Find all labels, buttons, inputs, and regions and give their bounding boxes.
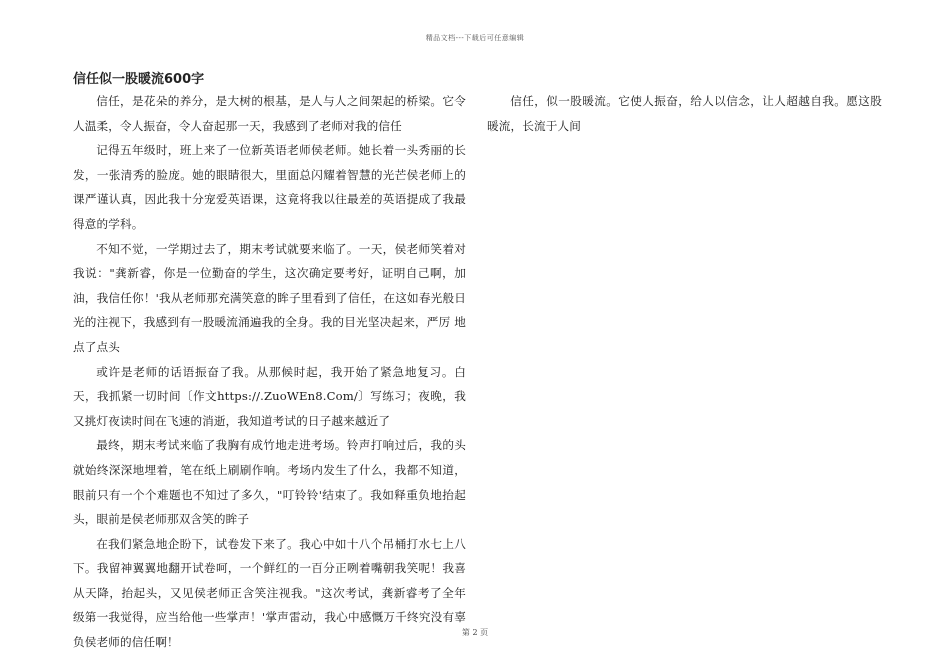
paragraph: 在我们紧急地企盼下，试卷发下来了。我心中如十八个吊桶打水七上八下。我留神翼翼地翻开试卷呵，一个鲜红的一百分正咧着嘴朝我笑呢！我喜从天降，抬起头，又见侯老师正含笑注视我。"这次考试，龚新睿考了全年级第一我觉得，应当给他一些掌声！'掌声雷动，我心中感慨万千终究没有辜负侯老师的信任啊！ xyxy=(73,536,466,650)
paragraph: 不知不觉，一学期过去了，期末考试就要来临了。一天，侯老师笑着对我说："龚新睿，你是一位勤奋的学生，这次确定要考好，证明自己啊，加油，我信任你！'我从老师那充满笑意的眸子里看到了信任，在这如春光般日光的注视下，我感到有一股暖流涌遍我的全身。我的目光坚决起来，严厉 地点了点头 xyxy=(73,241,466,354)
right-column xyxy=(487,89,882,138)
paragraph: 记得五年级时，班上来了一位新英语老师侯老师。她长着一头秀丽的长发，一张清秀的脸庞。她的眼睛很大，里面总闪耀着智慧的光芒侯老师上的课严谨认真，因此我十分宠爱英语课，这竟将我以往最差的英语提成了我最得意的学科。 xyxy=(73,143,466,231)
paragraph: 信任，似一股暖流。它使人振奋，给人以信念，让人超越自我。愿这股暖流，长流于人间 xyxy=(487,94,882,133)
paragraph: 或许是老师的话语振奋了我。从那候时起，我开始了紧急地复习。白天，我抓紧一切时间〔作文https://.ZuoWEn8.Com/〕写练习；夜晚，我又挑灯夜读时间在飞速的消逝，我知道考试的日子越来越近了 xyxy=(73,364,466,428)
paragraph: 信任，是花朵的养分，是大树的根基，是人与人之间架起的桥梁。它令人温柔，令人振奋，令人奋起那一天，我感到了老师对我的信任 xyxy=(73,94,466,133)
page-header: 精品文档---下载后可任意编辑 xyxy=(425,34,525,42)
paragraph: 最终，期末考试来临了我胸有成竹地走进考场。铃声打响过后，我的头就始终深深地埋着，笔在纸上刷刷作响。考场内发生了什么，我都不知道，眼前只有一个个难题也不知过了多久，"叮铃铃'结束了。我如释重负地抬起头，眼前是侯老师那双含笑的眸子 xyxy=(73,438,466,527)
left-column xyxy=(73,89,466,655)
page-number: 第 2 页 xyxy=(461,628,489,637)
document-title: 信任似一股暖流600字 xyxy=(73,72,205,87)
